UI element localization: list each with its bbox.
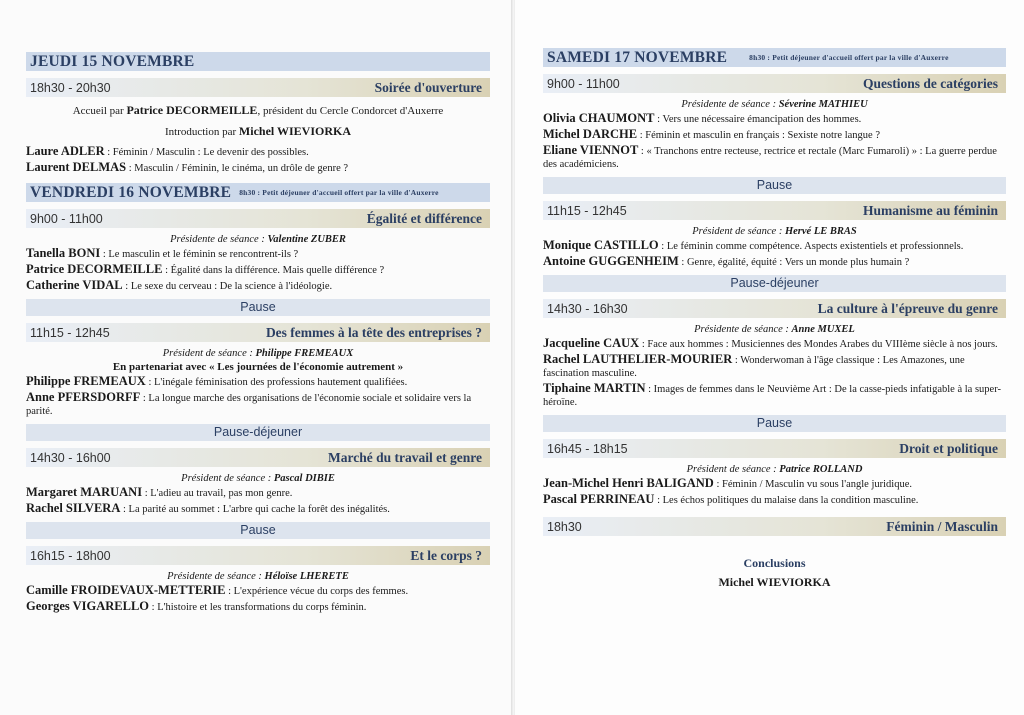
breakfast-note: 8h30 : Petit déjeuner d'accueil offert par la ville d'Auxerre	[239, 188, 439, 197]
session-title: Des femmes à la tête des entreprises ?	[265, 324, 482, 340]
session-bar	[543, 74, 1006, 93]
intro-line: Introduction par Michel WIEVIORKA	[164, 124, 352, 138]
session-bar	[26, 209, 490, 228]
pause-bar: Pause-déjeuner	[543, 275, 1006, 292]
talk-line: Pascal PERRINEAU : Les échos politiques du malaise dans la condition masculine.	[543, 492, 919, 506]
session-title: Et le corps ?	[410, 547, 482, 563]
day-header-jeudi: JEUDI 15 NOVEMBRE	[26, 52, 490, 71]
chair-line: Président de séance : Philippe FREMEAUX	[162, 348, 354, 359]
talk-line: Laure ADLER : Féminin / Masculin : Le devenir des possibles.	[26, 144, 309, 158]
session-title: Féminin / Masculin	[886, 518, 998, 534]
session-title: Soirée d'ouverture	[374, 79, 482, 95]
session-time: 16h15 - 18h00	[30, 548, 111, 563]
session-time: 14h30 - 16h00	[30, 450, 111, 465]
pause-bar: Pause	[543, 177, 1006, 194]
talk-line: Tiphaine MARTIN : Images de femmes dans le Neuvième Art : De la casse-pieds infatigable à la super-héroïne.	[543, 381, 1001, 408]
session-bar	[26, 546, 490, 565]
talk-line: Catherine VIDAL : Le sexe du cerveau : De la science à l'idéologie.	[26, 278, 333, 292]
session-title: Égalité et différence	[366, 210, 482, 226]
chair-line: Président de séance : Pascal DIBIE	[181, 473, 335, 484]
day-header-samedi: SAMEDI 17 NOVEMBRE 8h30 : Petit déjeuner d'accueil offert par la ville d'Auxerre	[543, 48, 1006, 67]
partner-line: En partenariat avec « Les journées de l'économie autrement »	[112, 361, 404, 373]
session-title: Humanisme au féminin	[862, 202, 998, 218]
session-title: Questions de catégories	[863, 75, 998, 91]
session-time: 16h45 - 18h15	[547, 441, 628, 456]
session-bar	[26, 323, 490, 342]
conclusions-speaker: Michel WIEVIORKA	[718, 575, 831, 589]
chair-line: Présidente de séance : Anne MUXEL	[694, 324, 855, 335]
talk-line: Rachel LAUTHELIER-MOURIER : Wonderwoman à l'âge classique : Les Amazones, une fascination masculine.	[543, 352, 965, 379]
session-bar	[26, 78, 490, 97]
chair-line: Président de séance : Hervé LE BRAS	[692, 226, 857, 237]
talk-line: Tanella BONI : Le masculin et le féminin se rencontrent-ils ?	[26, 246, 299, 260]
talk-line: Laurent DELMAS : Masculin / Féminin, le cinéma, un drôle de genre ?	[26, 160, 349, 174]
session-title: Droit et politique	[899, 440, 998, 456]
talk-line: Olivia CHAUMONT : Vers une nécessaire émancipation des hommes.	[543, 111, 862, 125]
session-bar	[543, 517, 1006, 536]
session-bar	[543, 201, 1006, 220]
talk-line: Jacqueline CAUX : Face aux hommes : Musiciennes des Mondes Arabes du VIIIème siècle à nos jours.	[543, 336, 998, 350]
session-time: 11h15 - 12h45	[30, 325, 110, 340]
conclusions-heading: Conclusions	[743, 556, 806, 570]
right-page	[515, 0, 1024, 715]
talk-line: Margaret MARUANI : L'adieu au travail, pas mon genre.	[26, 485, 293, 499]
session-time: 9h00 - 11h00	[30, 211, 103, 226]
session-bar	[543, 439, 1006, 458]
talk-line: Camille FROIDEVAUX-METTERIE : L'expérience vécue du corps des femmes.	[26, 583, 409, 597]
pause-bar: Pause	[543, 415, 1006, 432]
session-title: Marché du travail et genre	[328, 449, 482, 465]
day-header-vendredi: VENDREDI 16 NOVEMBRE 8h30 : Petit déjeuner d'accueil offert par la ville d'Auxerre	[26, 183, 490, 202]
talk-line: Philippe FREMEAUX : L'inégale féminisation des professions hautement qualifiées.	[26, 374, 408, 388]
talk-line: Monique CASTILLO : Le féminin comme compétence. Aspects existentiels et professionnels.	[543, 238, 964, 252]
chair-line: Président de séance : Patrice ROLLAND	[686, 464, 863, 475]
session-bar	[543, 299, 1006, 318]
session-time: 14h30 - 16h30	[547, 301, 628, 316]
talk-line: Michel DARCHE : Féminin et masculin en français : Sexiste notre langue ?	[543, 127, 880, 141]
chair-line: Présidente de séance : Valentine ZUBER	[170, 234, 346, 245]
session-time: 11h15 - 12h45	[547, 203, 627, 218]
session-time: 18h30	[547, 519, 582, 534]
talk-line: Eliane VIENNOT : « Tranchons entre recteuse, rectrice et rectale (Marc Fumaroli) » : La guerre perdue des académiciens.	[543, 143, 997, 170]
session-time: 18h30 - 20h30	[30, 80, 111, 95]
breakfast-note: 8h30 : Petit déjeuner d'accueil offert par la ville d'Auxerre	[749, 53, 949, 62]
talk-line: Anne PFERSDORFF : La longue marche des organisations de l'économie sociale et solidaire vers la parité.	[26, 390, 472, 417]
chair-line: Présidente de séance : Héloïse LHERETE	[167, 571, 349, 582]
welcome-line: Accueil par Patrice DECORMEILLE, président du Cercle Condorcet d'Auxerre	[72, 103, 444, 117]
session-title: La culture à l'épreuve du genre	[817, 300, 998, 316]
talk-line: Antoine GUGGENHEIM : Genre, égalité, équité : Vers un monde plus humain ?	[543, 254, 910, 268]
session-time: 9h00 - 11h00	[547, 76, 620, 91]
chair-line: Présidente de séance : Séverine MATHIEU	[681, 99, 868, 110]
talk-line: Georges VIGARELLO : L'histoire et les transformations du corps féminin.	[26, 599, 367, 613]
pause-bar: Pause	[26, 522, 490, 539]
talk-line: Patrice DECORMEILLE : Égalité dans la différence. Mais quelle différence ?	[26, 262, 385, 276]
talk-line: Jean-Michel Henri BALIGAND : Féminin / Masculin vu sous l'angle juridique.	[543, 476, 912, 490]
pause-bar: Pause-déjeuner	[26, 424, 490, 441]
session-bar	[26, 448, 490, 467]
talk-line: Rachel SILVERA : La parité au sommet : L'arbre qui cache la forêt des inégalités.	[26, 501, 390, 515]
pause-bar: Pause	[26, 299, 490, 316]
